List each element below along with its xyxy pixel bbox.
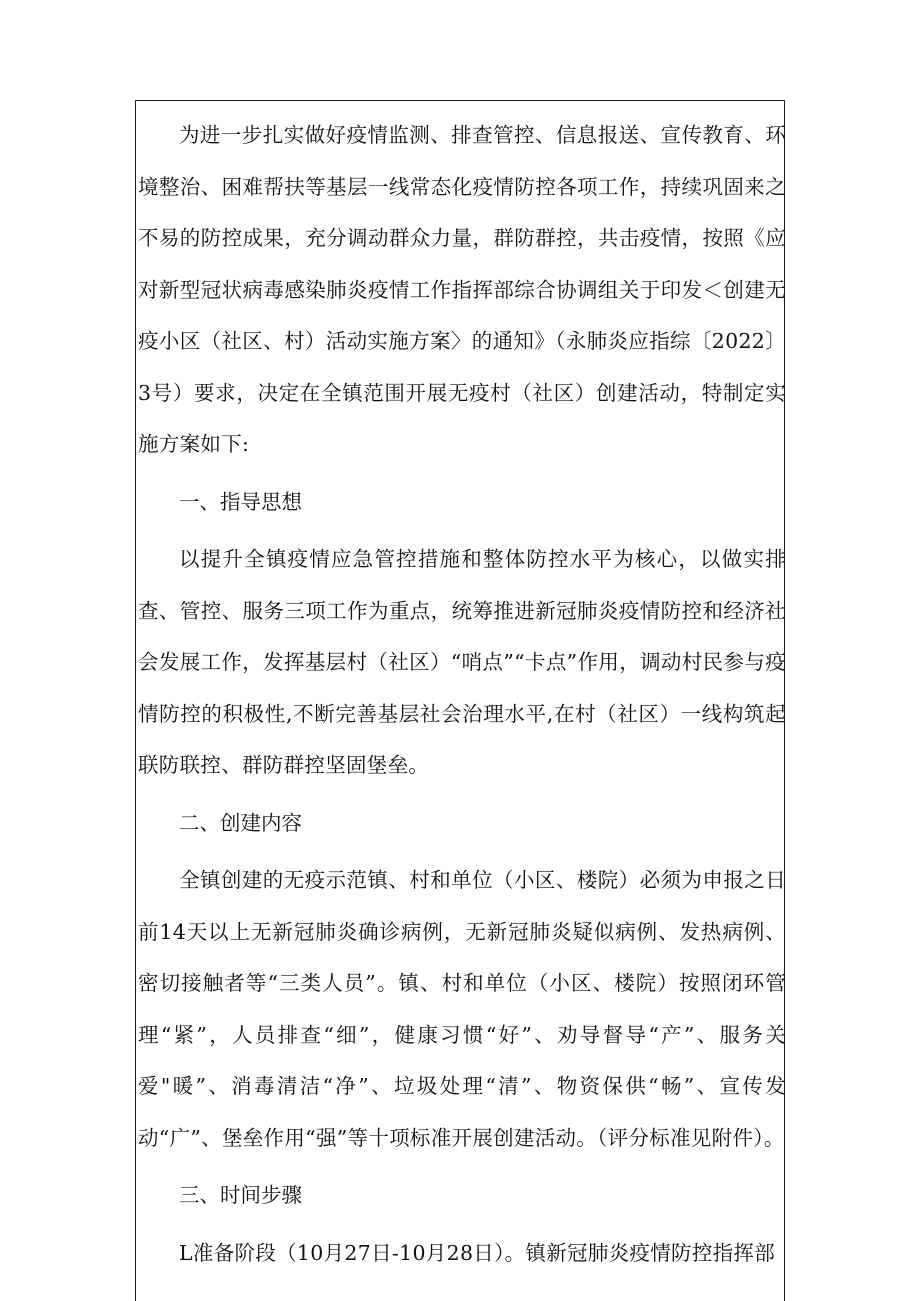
- intro-paragraph: 为进一步扎实做好疫情监测、排查管控、信息报送、宣传教育、环境整治、困难帮扶等基层一线常态化疫情防控各项工作，持续巩固来之不易的防控成果，充分调动群众力量，群防群控，共击疫情，按照《应对新型冠状病毒感染肺炎疫情工作指挥部综合协调组关于印发＜创建无疫小区（社区、村）活动实施方案〉的通知》（永肺炎应指综〔2022〕3号）要求，决定在全镇范围开展无疫村（社区）创建活动，特制定实施方案如下:: [138, 123, 786, 456]
- section-heading-time-steps: 三、时间步骤: [179, 1183, 302, 1207]
- section-body-creation-content: 全镇创建的无疫示范镇、村和单位（小区、楼院）必须为申报之日前14天以上无新冠肺炎确诊病例，无新冠肺炎疑似病例、发热病例、密切接触者等“三类人员”。镇、村和单位（小区、楼院）按照闭环管理“紧”，人员排查“细”，健康习惯“好”、劝导督导“产”、服务关爱"暖”、消毒清洁“净”、垃圾处理“清”、物资保供“畅”、宣传发动“广”、堡垒作用“强”等十项标准开展创建活动。（评分标准见附件）。: [138, 868, 786, 1150]
- section-heading-creation-content: 二、创建内容: [179, 810, 302, 835]
- section-body-time-steps: L准备阶段（10月27日-10月28日）。镇新冠肺炎疫情防控指挥部: [179, 1240, 776, 1265]
- section-heading-guiding-thought: 一、指导思想: [179, 489, 302, 514]
- section-body-guiding-thought: 以提升全镇疫情应急管控措施和整体防控水平为核心，以做实排查、管控、服务三项工作为重点，统筹推进新冠肺炎疫情防控和经济社会发展工作，发挥基层村（社区）“哨点”“卡点”作用，调动村民参与疫情防控的积极性,不断完善基层社会治理水平,在村（社区）一线构筑起联防联控、群防群控坚固堡垒。: [138, 547, 786, 777]
- document-body: [138, 110, 786, 1279]
